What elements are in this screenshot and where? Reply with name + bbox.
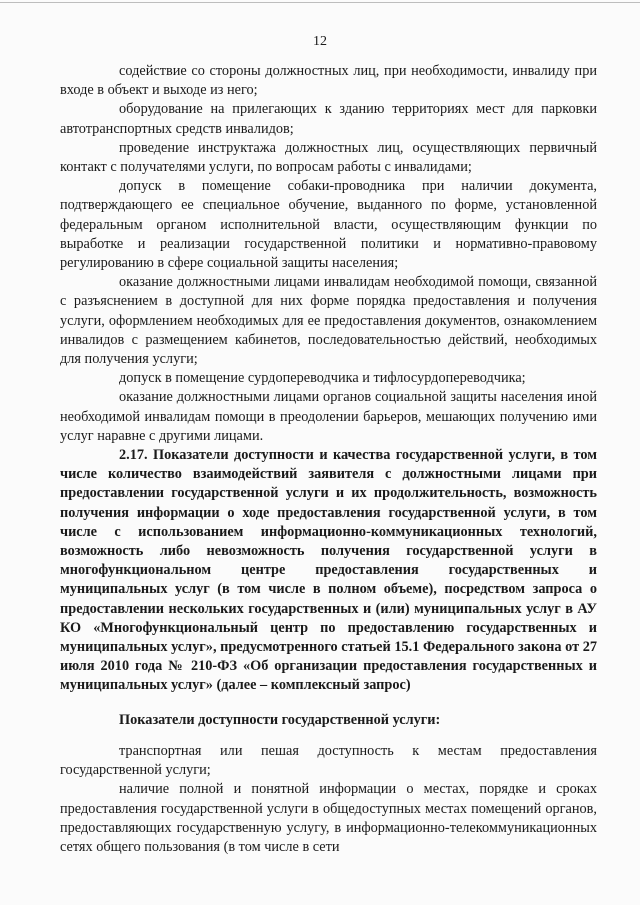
- paragraph: наличие полной и понятной информации о местах, порядке и сроках предоставления государственной услуги в общедоступных местах помещений органов, предоставляющих государственную услугу, в информационно-телекоммуникационных сетях общего пользования (в том числе в сети: [60, 781, 597, 856]
- scan-edge-line: [0, 2, 640, 3]
- body-text-bottom: [60, 742, 597, 857]
- paragraph: оказание должностными лицами инвалидам необходимой помощи, связанной с разъяснением в доступной для них форме порядка предоставления и получения услуги, оформлением необходимых для ее предоставления документов, ознакомлением инвалидов с размещением кабинетов, последовательностью действий, необходимых для получения услуги;: [60, 274, 597, 368]
- paragraph: оборудование на прилегающих к зданию территориях мест для парковки автотранспортных средств инвалидов;: [60, 101, 597, 137]
- subheading: Показатели доступности государственной услуги:: [119, 712, 441, 728]
- section-heading: 2.17. Показатели доступности и качества государственной услуги, в том числе количество взаимодействий заявителя с должностными лицами при предоставлении государственной услуги и их продолжительность, возможность получения информации о ходе предоставления государственной услуги, в том числе с использованием информационно-коммуникационных технологий, возможность либо невозможность получения государственной услуги в многофункциональном центре предоставления государственных и муниципальных услуг (в том числе в полном объеме), посредством запроса о предоставлении нескольких государственных и (или) муниципальных услуг в АУ КО «Многофункциональный центр по предоставлению государственных и муниципальных услуг», предусмотренного статьей 15.1 Федерального закона от 27 июля 2010 года № 210-ФЗ «Об организации предоставления государственных и муниципальных услуг» (далее – комплексный запрос): [60, 447, 597, 694]
- paragraph: содействие со стороны должностных лиц, при необходимости, инвалиду при входе в объект и выходе из него;: [60, 63, 597, 99]
- paragraph: допуск в помещение сурдопереводчика и тифлосурдопереводчика;: [119, 370, 526, 387]
- paragraph: проведение инструктажа должностных лиц, осуществляющих первичный контакт с получателями услуги, по вопросам работы с инвалидами;: [60, 139, 597, 176]
- paragraph: транспортная или пешая доступность к местам предоставления государственной услуги;: [60, 743, 597, 779]
- page-number: 12: [313, 34, 327, 49]
- paragraph: допуск в помещение собаки-проводника при наличии документа, подтверждающего ее специальное обучение, выданного по форме, установленной федеральным органом исполнительной власти, осуществляющим функции по выработке и реализации государственной политики и нормативно-правовому регулированию в сфере социальной защиты населения;: [60, 178, 597, 272]
- section-heading-block: [60, 446, 597, 696]
- paragraph: оказание должностными лицами органов социальной защиты населения иной необходимой инвалидам помощи в преодолении барьеров, мешающих получению ими услуг наравне с другими лицами.: [60, 389, 597, 444]
- subheading-block: [60, 711, 597, 730]
- body-text-top: [60, 62, 597, 446]
